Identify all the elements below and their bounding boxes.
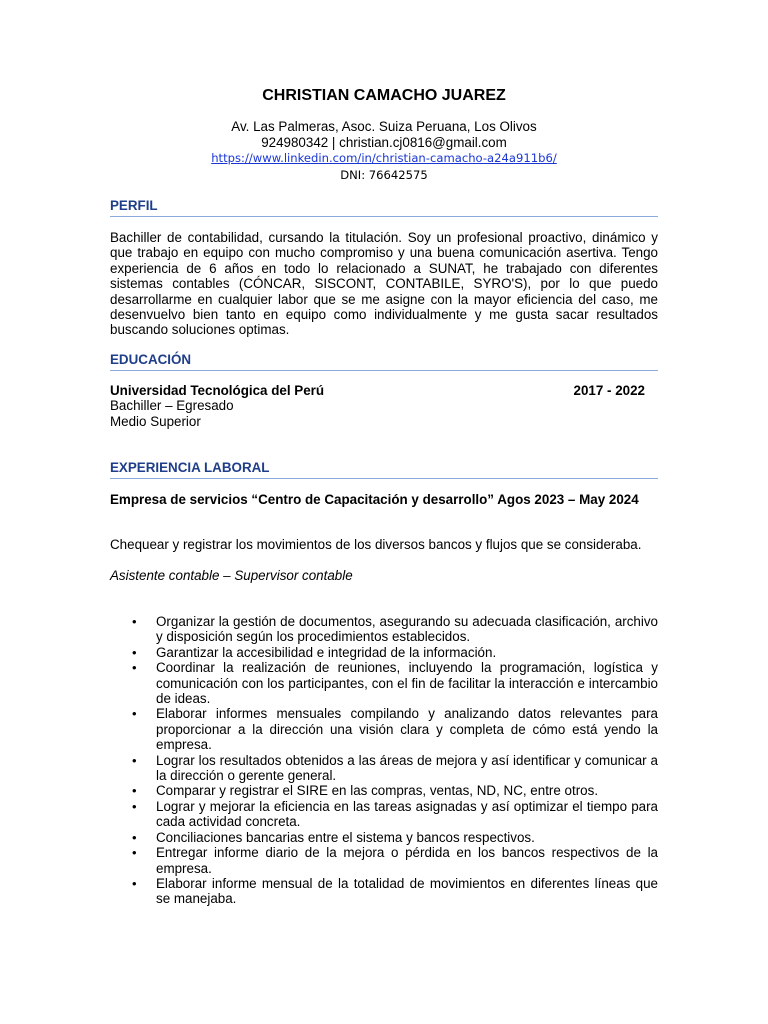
list-item: • Coordinar la realización de reuniones, incluyendo la programación, logística y comunicación con los participantes, con el fin de facilitar la interacción e intercambio de ideas. (132, 660, 658, 707)
bullet-icon: • (132, 798, 137, 814)
phone-email: 924980342 | christian.cj0816@gmail.com (261, 135, 507, 150)
bullet-icon: • (132, 783, 137, 799)
list-item: • Conciliaciones bancarias entre el sistema y bancos respectivos. (132, 829, 535, 845)
company-line: Empresa de servicios “Centro de Capacitación y desarrollo” Agos 2023 – May 2024 (110, 492, 639, 507)
bullet-icon: • (132, 875, 137, 891)
profile-text: Bachiller de contabilidad, cursando la titulación. Soy un profesional proactivo, dinámico y que trabajo en equipo con mucho compromiso y una buena comunicación asertiva. Tengo experiencia de 6 años en todo lo relacionado a SUNAT, he trabajado con diferentes sistemas contables (CÓNCAR, SISCONT, CONTABILE, SYRO'S), por lo que puedo desarrollarme en cualquier labor que se me asigne con la mayor eficiencia del caso, me desenvuelvo bien tanto en equipo como individualmente y me gusta sacar resultados buscando soluciones optimas. (110, 230, 658, 338)
job-role: Asistente contable – Supervisor contable (110, 568, 353, 583)
education-dates: 2017 - 2022 (573, 383, 645, 398)
list-item: • Elaborar informes mensuales compilando y analizando datos relevantes para proporcionar a la dirección una visión clara y completa de cómo está yendo la empresa. (132, 706, 658, 753)
section-title-perfil: PERFIL (110, 198, 658, 217)
degree: Bachiller – Egresado (110, 398, 234, 414)
bullet-icon: • (132, 829, 137, 845)
contact-block (0, 119, 768, 183)
list-item: • Lograr y mejorar la eficiencia en las tareas asignadas y así optimizar el tiempo para cada actividad concreta. (132, 798, 658, 830)
bullet-icon: • (132, 614, 137, 629)
section-title-educacion: EDUCACIÓN (110, 352, 658, 371)
education-row (110, 383, 658, 398)
bullet-icon: • (132, 660, 137, 676)
list-item: • Organizar la gestión de documentos, asegurando su adecuada clasificación, archivo y disposición según los procedimientos establecidos. (132, 614, 658, 645)
section-title-experiencia: EXPERIENCIA LABORAL (110, 460, 658, 479)
bullet-icon: • (132, 706, 137, 722)
bullet-icon: • (132, 752, 137, 768)
dni: DNI: 76642575 (340, 168, 428, 182)
candidate-name: CHRISTIAN CAMACHO JUAREZ (262, 87, 506, 104)
list-item: • Entregar informe diario de la mejora o pérdida en los bancos respectivos de la empresa. (132, 845, 658, 876)
list-item: • Garantizar la accesibilidad e integridad de la información. (132, 644, 497, 660)
responsibilities-list (110, 614, 658, 907)
list-item: • Elaborar informe mensual de la totalidad de movimientos en diferentes líneas que se manejaba. (132, 875, 658, 907)
list-item: • Comparar y registrar el SIRE en las compras, ventas, ND, NC, entre otros. (132, 783, 599, 799)
education-block (110, 383, 658, 429)
bullet-icon: • (132, 644, 137, 660)
address: Av. Las Palmeras, Asoc. Suiza Peruana, Los Olivos (231, 119, 537, 134)
bullet-icon: • (132, 845, 137, 861)
education-level: Medio Superior (110, 413, 201, 429)
linkedin-link[interactable]: https://www.linkedin.com/in/christian-camacho-a24a911b6/ (211, 151, 557, 165)
job-summary: Chequear y registrar los movimientos de los diversos bancos y flujos que se consideraba. (110, 537, 642, 552)
list-item: • Lograr los resultados obtenidos a las áreas de mejora y así identificar y comunicar a la dirección o gerente general. (132, 752, 658, 784)
institution: Universidad Tecnológica del Perú (110, 383, 325, 398)
